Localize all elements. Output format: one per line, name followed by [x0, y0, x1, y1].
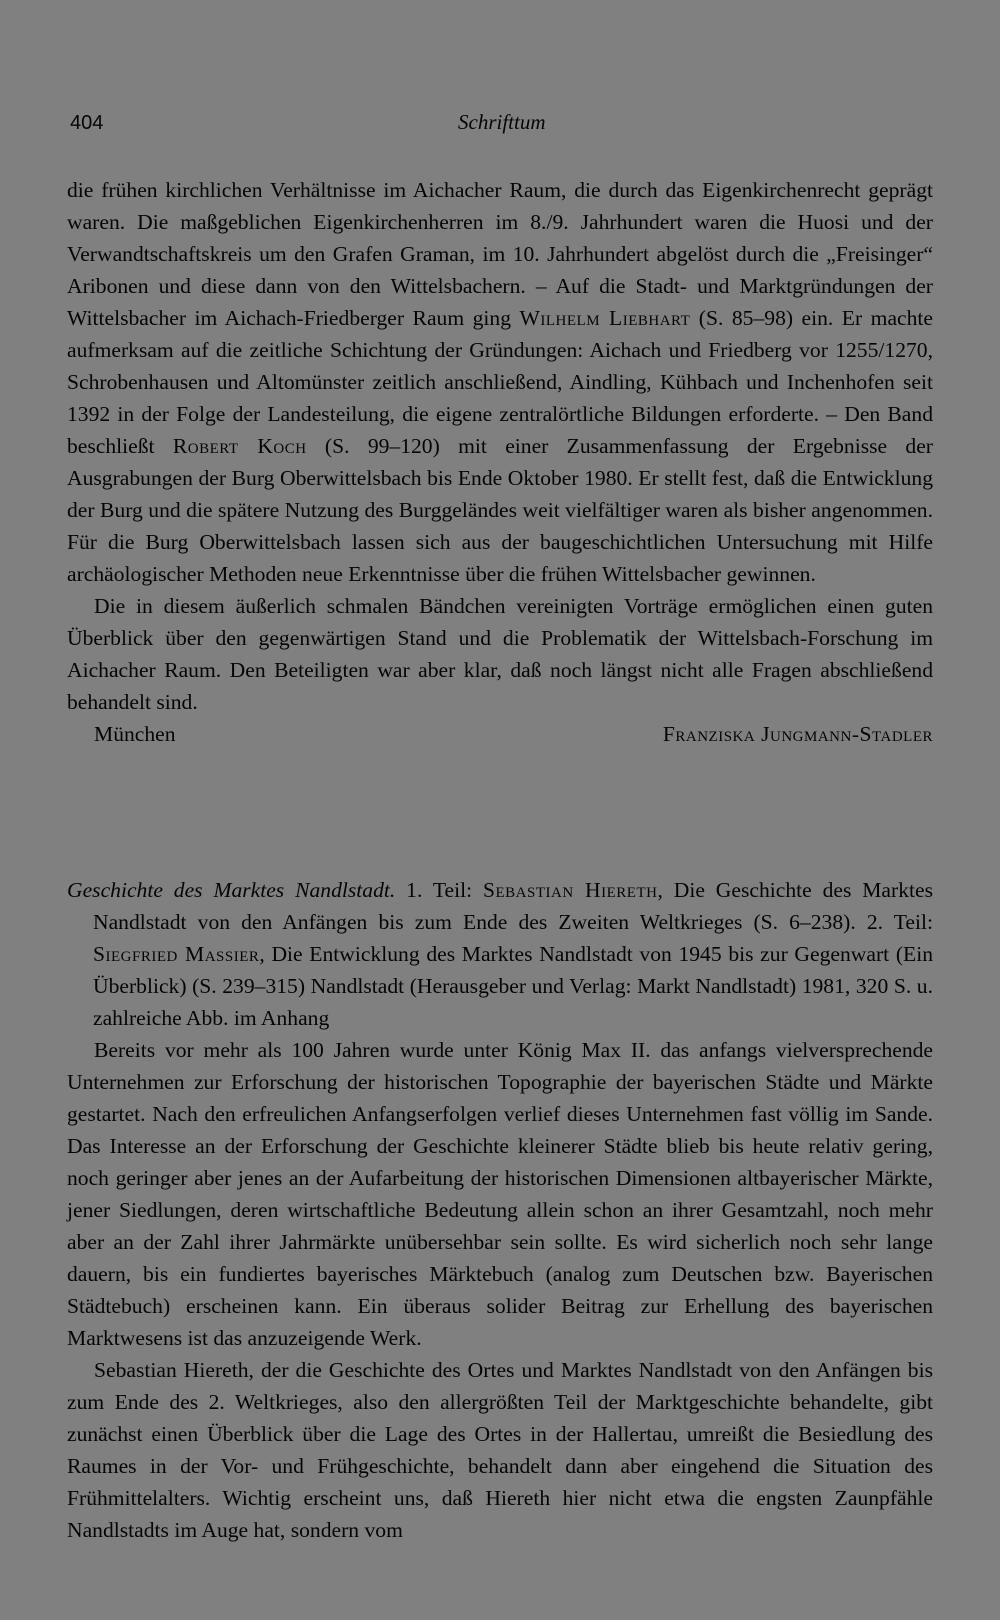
review-signature [67, 718, 933, 750]
review-text-part-one: die frühen kirchlichen Verhältnisse im Aichacher Raum, die durch das Eigenkirchenrecht geprägt waren. Die maßgeblichen Eigenkirchenherren im 8./9. Jahrhundert waren die Huosi und der Verwandtschaftskreis um den Grafen Graman, im 10. Jahrhundert abgelöst durch die „Freisinger“ Aribonen und diese dann von den Wittelsbachern. – Auf die Stadt- und Marktgründungen der Wittelsbacher im Aichach-Friedberger Raum ging [67, 178, 933, 330]
entry-part-three: , Die Entwicklung des Marktes Nandlstadt von 1945 bis zur Gegenwart (Ein Überblick) (S. 239–315) Nandlstadt (Herausgeber und Verlag: Markt Nandlstadt) 1981, 320 S. u. zahlreiche Abb. im Anhang [93, 942, 933, 1030]
review-body-paragraph-one: Bereits vor mehr als 100 Jahren wurde unter König Max II. das anfangs vielversprechende Unternehmen zur Erforschung der historischen Topographie der bayerischen Städte und Märkte gestartet. Nach den erfreulichen Anfangserfolgen verlief dieses Unternehmen fast völlig im Sande. Das Interesse an der Erforschung der Geschichte kleinerer Städte blieb bis heute relativ gering, noch geringer aber jenes an der Aufarbeitung der historischen Dimensionen altbayerischer Märkte, jener Siedlungen, deren wirtschaftliche Bedeutung allein schon an ihrer Gesamtzahl, noch mehr aber an der Zahl ihrer Jahrmärkte unübersehbar sein sollte. Es wird sicherlich noch sehr lange dauern, bis ein fundiertes bayerisches Märktebuch (analog zum Deutschen bzw. Bayerischen Städtebuch) erscheinen kann. Ein überaus solider Beitrag zur Erhellung des bayerischen Marktwesens ist das anzuzeigende Werk. [67, 1038, 933, 1350]
review-paragraph-conclusion: Die in diesem äußerlich schmalen Bändchen vereinigten Vorträge ermöglichen einen guten Überblick über den gegenwärtigen Stand und die Problematik der Wittelsbach-Forschung im Aichacher Raum. Den Beteiligten war aber klar, daß noch längst nicht alle Fragen abschließend behandelt sind. [67, 594, 933, 714]
review-place: München [94, 722, 176, 746]
review-body-paragraph-two: Sebastian Hiereth, der die Geschichte des Ortes und Marktes Nandlstadt von den Anfängen bis zum Ende des 2. Weltkrieges, also den allergrößten Teil der Marktgeschichte behandelte, gibt zunächst einen Überblick über die Lage des Ortes in der Hallertau, umreißt die Besiedlung des Raumes in der Vor- und Frühgeschichte, behandelt dann aber eingehend die Situation des Frühmittelalters. Wichtig erscheint uns, daß Hiereth hier nicht etwa die engsten Zaunpfähle Nandlstadts im Auge hat, sondern vom [67, 1358, 933, 1542]
review-paragraph-first [67, 174, 933, 590]
page-header [70, 107, 930, 139]
review-text-part-three: (S. 99–120) mit einer Zusammenfassung der Ergebnisse der Ausgrabungen der Burg Oberwittelsbach bis Ende Oktober 1980. Er stellt fest, daß die Entwicklung der Burg und die spätere Nutzung des Burggeländes weit vielfältiger waren als bisher angenommen. Für die Burg Oberwittelsbach lassen sich aus der baugeschichtlichen Untersuchung mit Hilfe archäologischer Methoden neue Erkenntnisse über die frühen Wittelsbacher gewinnen. [67, 434, 933, 586]
book-title: Geschichte des Marktes Nandlstadt. [67, 878, 396, 902]
review-continuation [67, 174, 933, 750]
author-name-koch: Robert Koch [172, 434, 307, 458]
author-name-hiereth: Sebastian Hiereth [482, 878, 658, 902]
entry-part-two: , Die Geschichte des Marktes Nandlstadt von den Anfängen bis zum Ende des Zweiten Weltkrieges (S. 6–238). 2. Teil: [93, 878, 933, 934]
author-name-massier: Siegfried Massier [93, 942, 260, 966]
review-text-part-two: (S. 85–98) ein. Er machte aufmerksam auf die zeitliche Schichtung der Gründungen: Aichach und Friedberg vor 1255/1270, Schrobenhausen und Altomünster zeitlich anschließend, Aindling, Kühbach und Inchenhofen seit 1392 in der Folge der Landesteilung, die eigene zentralörtliche Bildungen erforderte. – Den Band beschließt [67, 306, 934, 458]
entry-part-one: 1. Teil: [406, 878, 473, 902]
page-number: 404 [70, 112, 104, 134]
running-head: Schrifttum [458, 110, 546, 134]
bibliographic-entry [67, 874, 933, 1034]
author-name-liebhart: Wilhelm Liebhart [519, 306, 691, 330]
new-book-review [67, 874, 933, 1546]
reviewer-name: Franziska Jungmann-Stadler [662, 722, 933, 746]
